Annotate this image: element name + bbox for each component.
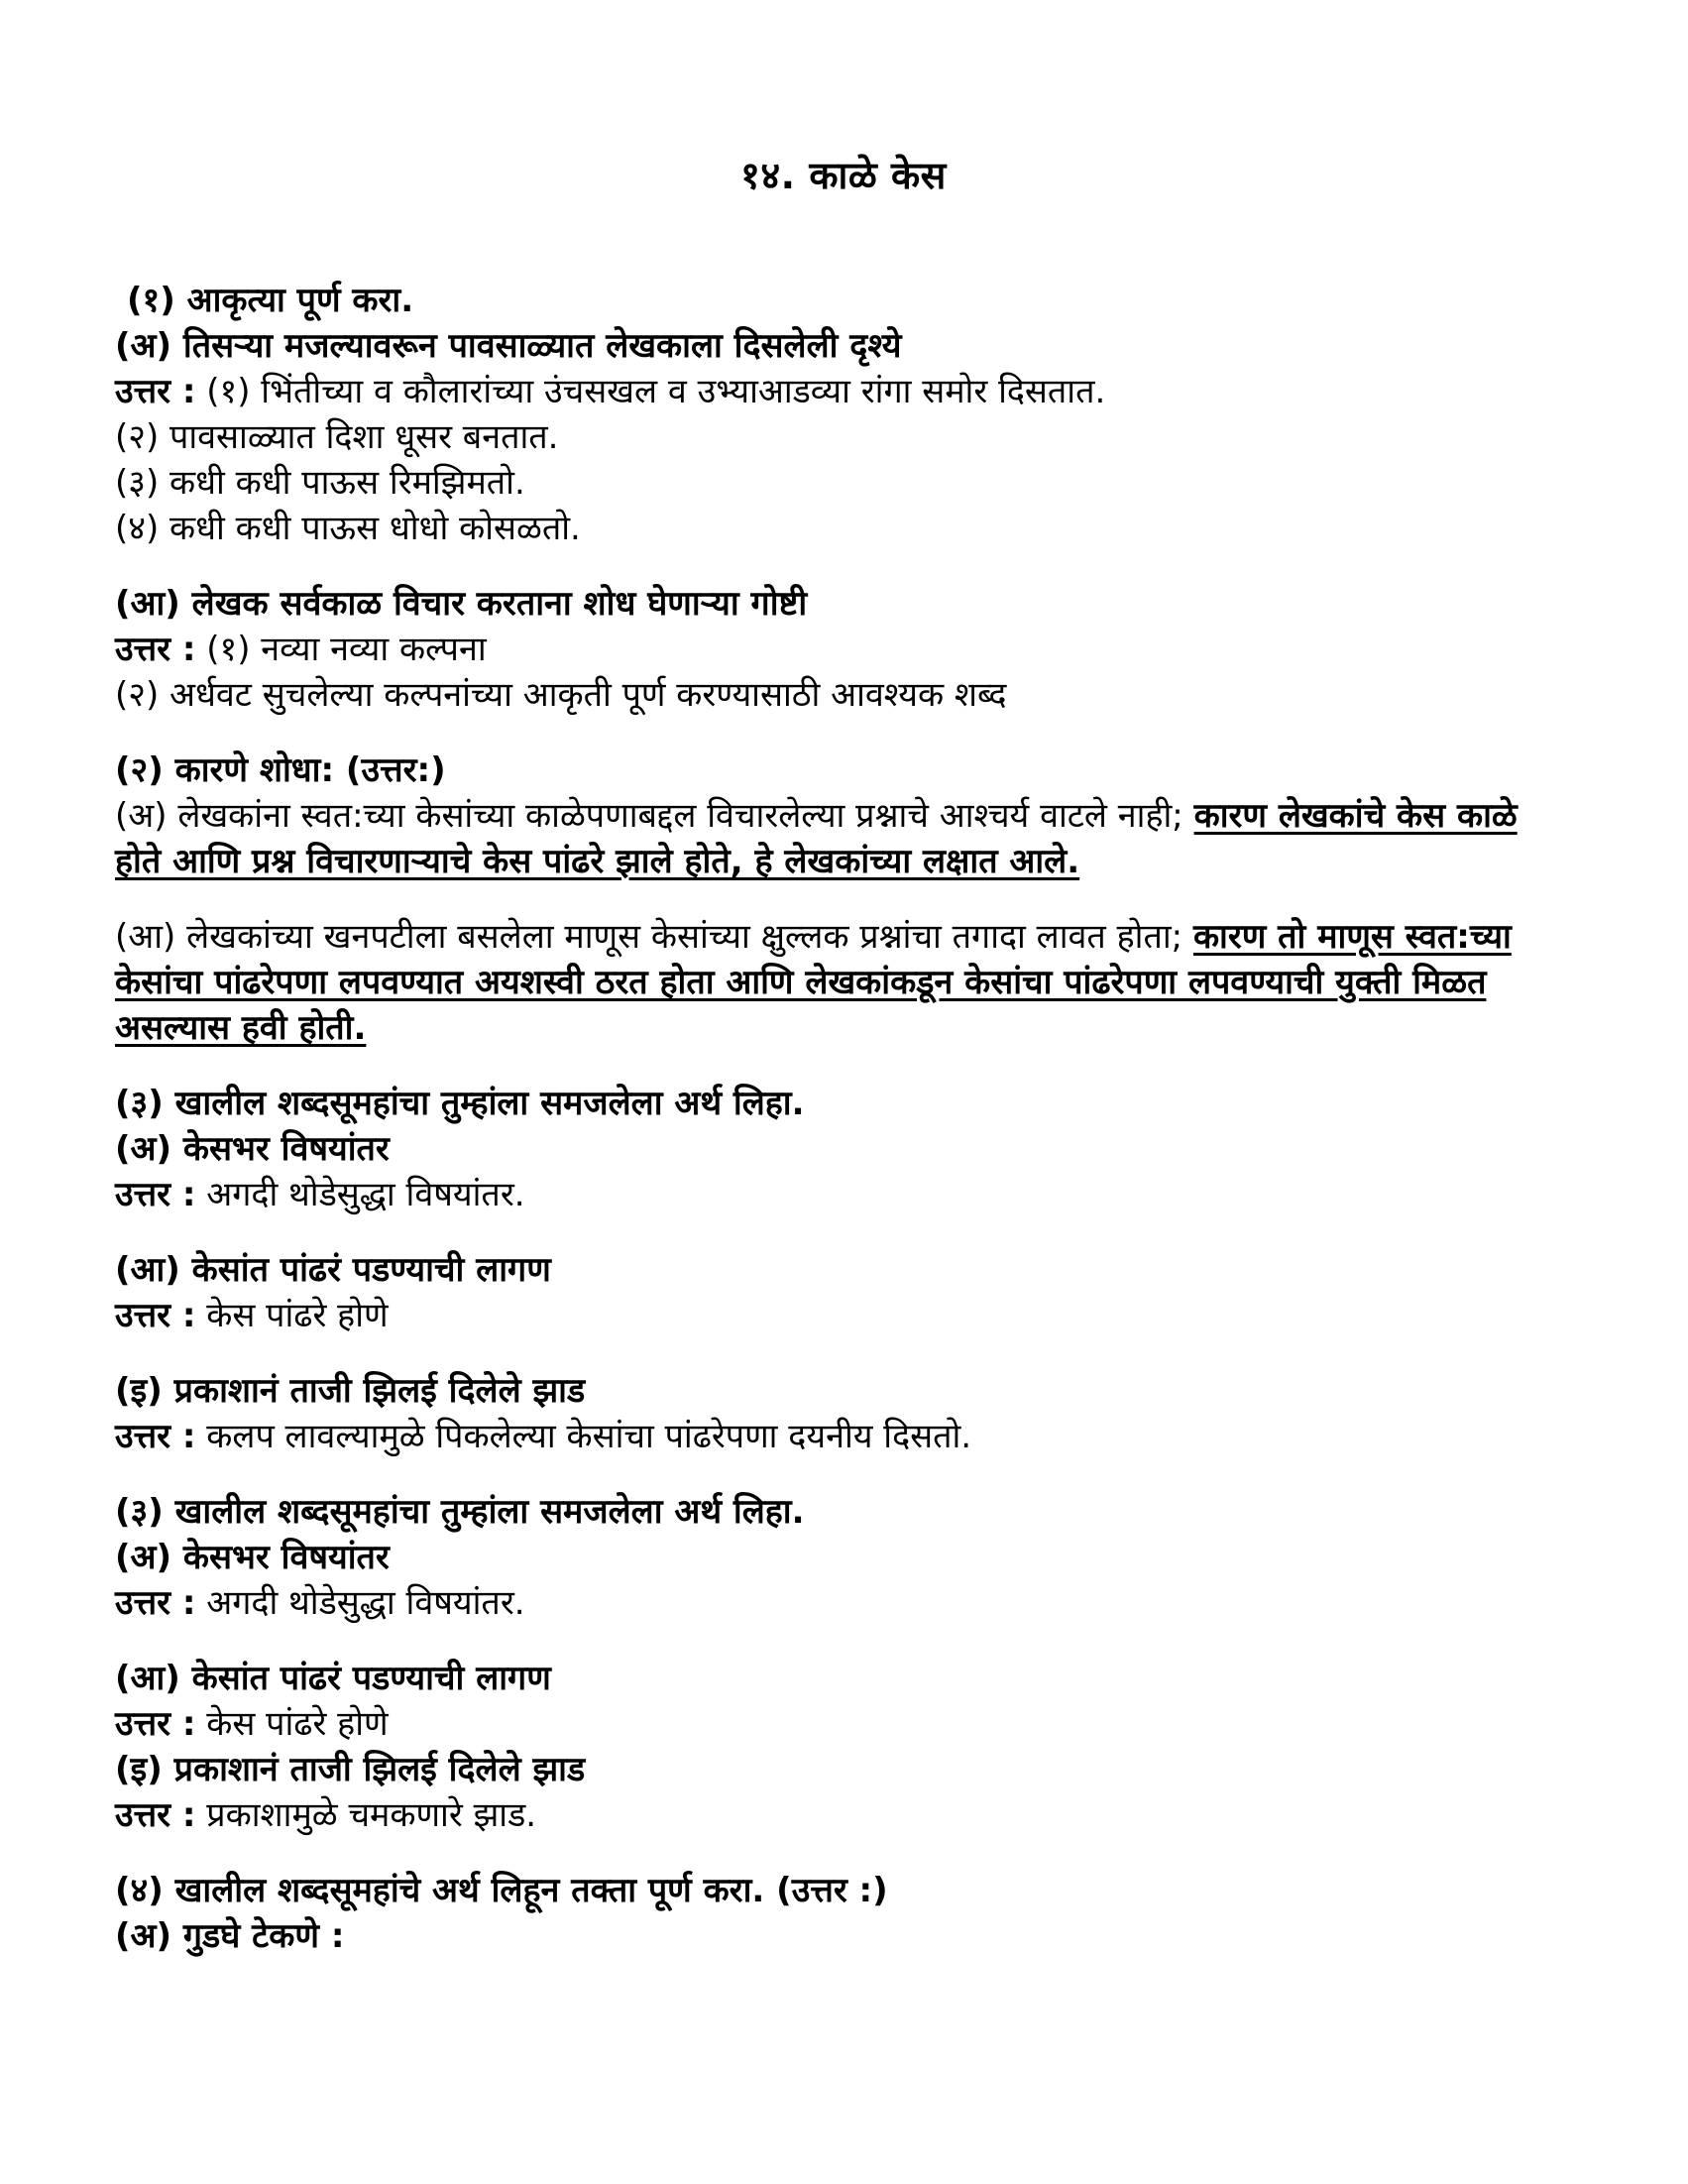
answer-label: उत्तर :	[115, 1795, 196, 1835]
q3-repeat-heading: (३) खालील शब्दसूमहांचा तुम्हांला समजलेला अर्थ लिहा.	[115, 1492, 805, 1532]
q2-heading: (२) कारणे शोधा: (उत्तर:)	[115, 750, 446, 790]
answer-label: उत्तर :	[115, 1175, 196, 1214]
q3-a-question: (अ) केसभर विषयांतर	[115, 1129, 390, 1169]
answer-text: प्रकाशामुळे चमकणारे झाड.	[195, 1795, 537, 1835]
q1-aa-question: (आ) लेखक सर्वकाळ विचार करताना शोध घेणाऱ्या गोष्टी	[115, 584, 808, 624]
answer-label: उत्तर :	[115, 1704, 196, 1744]
answer-text: अगदी थोडेसुद्धा विषयांतर.	[195, 1175, 525, 1214]
answer-text: (१) नव्या नव्या कल्पना	[195, 630, 487, 669]
answer-label: उत्तर :	[115, 1296, 196, 1335]
q3-a-answer	[115, 1172, 1572, 1217]
q2-aa-reason: कारण तो माणूस स्वत:च्या केसांचा पांढरेपणा लपवण्यात अयशस्वी ठरत होता आणि लेखकांकडून केसांचा पांढरेपणा लपवण्याची युक्ती मिळत असल्यास हवी होती.	[115, 917, 1512, 1048]
answer-text: कलप लावल्यामुळे पिकलेल्या केसांचा पांढरेपणा दयनीय दिसतो.	[195, 1417, 972, 1456]
q1-heading: (१) आकृत्या पूर्ण करा.	[127, 281, 414, 320]
q1-a-answer-3: (३) कधी कधी पाऊस रिमझिमतो.	[115, 463, 525, 503]
q3-i-answer	[115, 1414, 1572, 1459]
q1-aa-answer-2: (२) अर्धवट सुचलेल्या कल्पनांच्या आकृती पूर्ण करण्यासाठी आवश्यक शब्द	[115, 675, 1007, 715]
q1-a-question: (अ) तिसऱ्या मजल्यावरून पावसाळ्यात लेखकाला दिसलेली दृश्ये	[115, 326, 902, 366]
answer-label: उत्तर :	[115, 630, 196, 669]
q3-repeat-a-answer	[115, 1580, 1572, 1626]
q4-a-question: (अ) गुडघे टेकणे :	[115, 1916, 345, 1956]
q3-heading: (३) खालील शब्दसूमहांचा तुम्हांला समजलेला अर्थ लिहा.	[115, 1084, 805, 1123]
answer-label: उत्तर :	[115, 1417, 196, 1456]
answer-text: केस पांढरे होणे	[195, 1296, 389, 1335]
q1-a-answer-2: (२) पावसाळ्यात दिशा धूसर बनतात.	[115, 417, 559, 457]
q1-a-answer-4: (४) कधी कधी पाऊस धोधो कोसळतो.	[115, 509, 581, 548]
q3-i-question: (इ) प्रकाशानं ताजी झिलई दिलेले झाड	[115, 1371, 586, 1411]
document-body	[115, 278, 1572, 1959]
q3-aa-question: (आ) केसांत पांढरं पडण्याची लागण	[115, 1250, 551, 1290]
q2-a-text: (अ) लेखकांना स्वत:च्या केसांच्या काळेपणाबद्दल विचारलेल्या प्रश्नाचे आश्चर्य वाटले नाही;	[115, 796, 1194, 836]
page-title: १४. काळे केस	[740, 154, 947, 197]
answer-label: उत्तर :	[115, 372, 196, 411]
q2-aa-text: (आ) लेखकांच्या खनपटीला बसलेला माणूस केसांच्या क्षुल्लक प्रश्नांचा तगादा लावत होता;	[115, 917, 1193, 957]
q4-heading: (४) खालील शब्दसूमहांचे अर्थ लिहून तक्ता पूर्ण करा. (उत्तर :)	[115, 1871, 888, 1910]
q3-repeat-a-question: (अ) केसभर विषयांतर	[115, 1538, 390, 1577]
q3-repeat-aa-answer	[115, 1701, 1572, 1747]
q3-repeat-i-question: (इ) प्रकाशानं ताजी झिलई दिलेले झाड	[115, 1750, 586, 1789]
q2-a-paragraph	[115, 793, 1572, 884]
q3-aa-answer	[115, 1293, 1572, 1338]
q3-repeat-aa-question: (आ) केसांत पांढरं पडण्याची लागण	[115, 1659, 551, 1698]
answer-text: (१) भिंतीच्या व कौलारांच्या उंचसखल व उभ्याआडव्या रांगा समोर दिसतात.	[195, 372, 1106, 411]
answer-text: अगदी थोडेसुद्धा विषयांतर.	[195, 1583, 525, 1623]
q1-aa-answer-1	[115, 627, 1572, 672]
q2-a-reason: कारण लेखकांचे केस काळे होते आणि प्रश्न विचारणाऱ्याचे केस पांढरे झाले होते, हे लेखकांच्या लक्षात आले.	[115, 796, 1518, 881]
q1-a-answer-1	[115, 369, 1572, 414]
q3-repeat-i-answer	[115, 1792, 1572, 1838]
answer-text: केस पांढरे होणे	[195, 1704, 389, 1744]
q2-aa-paragraph	[115, 914, 1572, 1051]
answer-label: उत्तर :	[115, 1583, 196, 1623]
